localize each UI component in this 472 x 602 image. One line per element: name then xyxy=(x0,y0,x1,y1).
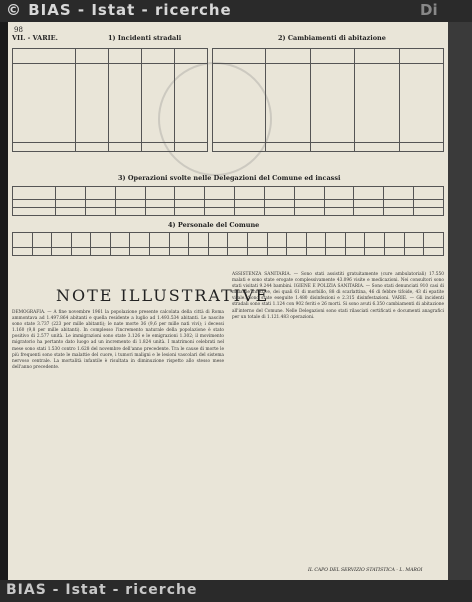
top-watermark-text: © BIAS - Istat - ricerche xyxy=(6,1,232,19)
table-delegations xyxy=(12,186,444,216)
signature: IL CAPO DEL SERVIZIO STATISTICA - L. MAROI xyxy=(308,568,423,573)
table4-title: 4) Personale del Comune xyxy=(168,221,260,229)
notes-right-column: ASSISTENZA SANITARIA. — Sono stati assistiti gratuitamente (cure ambulatoriali) 17.550 malati e sono state erogate complessivamente 43.096 visite e medicazioni. Nei consultori sono stati visitati 9.244 bambini. IGIENE E POLIZIA SANITARIA. — Sono stati denunciati 910 casi di malattie infettive, dei quali 61 di morbillo, 88 di scarlattina, 46 di febbre tifoide, 43 di epatite virale. Sono state eseguite 1.480 disinfezioni e 2.315 disinfestazioni. VARIE. — Gli incidenti stradali sono stati 1.124 con 902 feriti e 26 morti. Si sono avuti 6.350 cambiamenti di abitazione all'interno del Comune. Nelle Delegazioni sono stati rilasciati certificati e documenti anagrafici per un totale di 1.121.483 operazioni. xyxy=(232,272,444,320)
table-incidents xyxy=(12,48,208,152)
notes-left-column: DEMOGRAFIA. — A fine novembre 1961 la popolazione presente calcolata della città di Roma ammontava ad 1.497.864 abitanti e quella residente a luglio ad 1.493.534 abitanti. Le nascite sono state 3.737 (223 per mille abitanti); le nate morte 36 (9,6 per mille nati vivi); i decessi 1.160 (9,8 per mille abitanti). In complesso l'incremento naturale della popolazione è stato positivo di 2.577 unità. Le immigrazioni sono state 3.126 e le emigrazioni 1.302; il movimento migratorio ha pertanto dato luogo ad un incremento di 1.824 unità. I matrimoni celebrati nel mese sono stati 1.530 contro 1.628 del novembre dell'anno precedente. Tra le cause di morte le più frequenti sono state le malattie del cuore, i tumori maligni e le lesioni vascolari del sistema nervoso centrale. La mortalità infantile è risultata in diminuzione rispetto allo stesso mese dell'anno precedente. xyxy=(12,310,224,370)
bottom-watermark-text: BIAS - Istat - ricerche xyxy=(6,582,198,598)
top-watermark xyxy=(0,0,472,22)
table-personnel xyxy=(12,232,444,256)
table2-title: 2) Cambiamenti di abitazione xyxy=(278,34,386,42)
document-page xyxy=(8,22,448,580)
table1-title: 1) Incidenti stradali xyxy=(108,34,182,42)
notes-title: NOTE ILLUSTRATIVE xyxy=(56,286,270,305)
bottom-watermark xyxy=(0,580,472,602)
next-page-edge xyxy=(448,22,472,580)
table-relocations xyxy=(212,48,444,152)
section-title: VII. - VARIE. xyxy=(12,34,58,42)
page-number: 98 xyxy=(14,26,23,34)
table3-title: 3) Operazioni svolte nelle Delegazioni del Comune ed incassi xyxy=(118,174,341,182)
side-watermark-text: Di xyxy=(420,1,438,19)
